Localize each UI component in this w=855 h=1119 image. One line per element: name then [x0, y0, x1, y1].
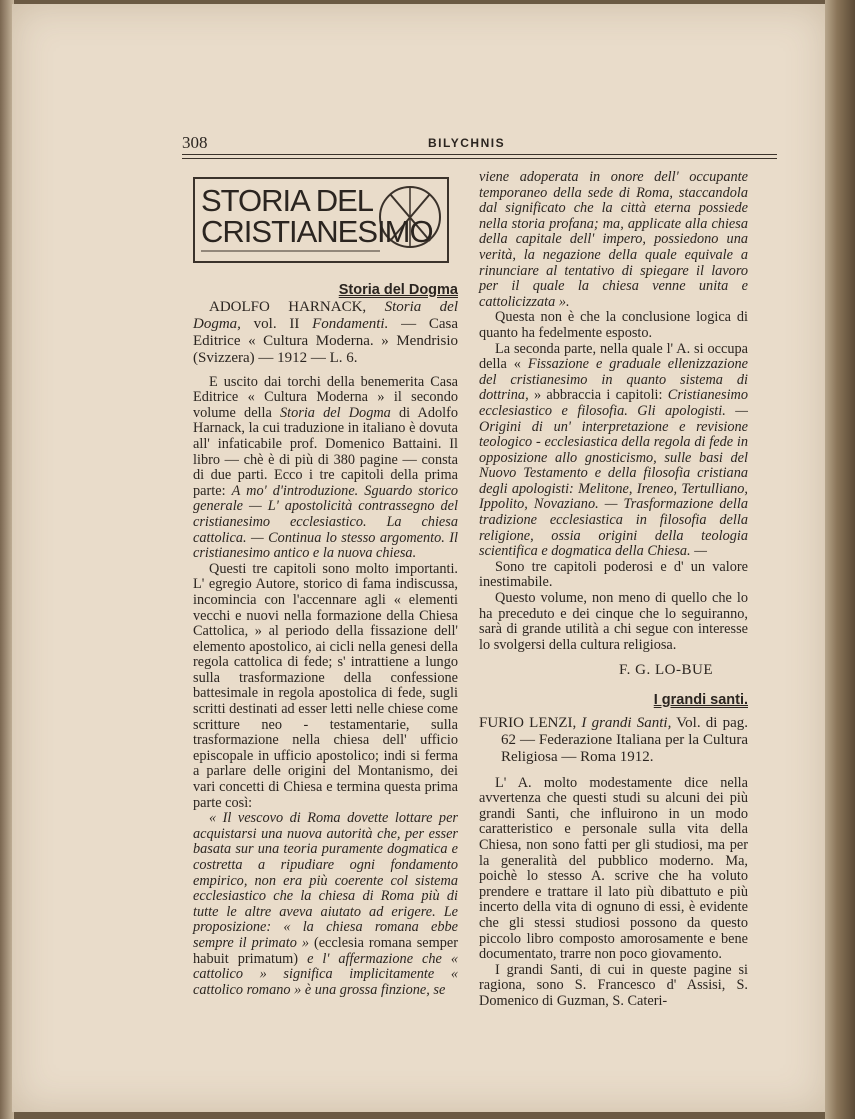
text-run: di Adolfo Harnack, la cui traduzione in italiano è dovuta all' infaticabile prof. Domenico Battaini. Il libro — chè è di più di 380 pagine — consta di due parti. Ecco i tre capitoli della prima parte:: [193, 404, 459, 499]
bib-publisher: Vol. di pag. 62 — Federazione Italiana per la Cultura Religiosa — Roma 1912.: [501, 714, 748, 765]
text-run: E uscito dai torchi della benemerita Casa Editrice « Cultura Moderna » il secondo volume della: [193, 373, 458, 421]
bib-volume-title: Fondamenti.: [312, 315, 389, 332]
bib-title: I grandi Santi,: [581, 714, 672, 731]
header-rule-thin: [182, 158, 777, 159]
bib-volume: vol. II: [253, 315, 300, 332]
section-title: Storia del Dogma: [338, 282, 458, 298]
text-run: A mo' d'introduzione. Sguardo storico generale — L' apostolicità contrassegno del cristianesimo ecclesiastico. La chiesa cattolica. — Continua lo stesso argomento. Il cristianesimo antico e la nuova chiesa.: [193, 482, 458, 562]
paragraph: Questa non è che la conclusione logica di quanto ha fedelmente esposto.: [479, 309, 748, 341]
paragraph: L' A. molto modestamente dice nella avvertenza che questi studi su alcuni dei più grandi Santi, che influirono in un modo caratteristico e personale sulla vita della Chiesa, non sono fatti per gli studiosi, ma per la generalità del pubblico moderno. Ma, poichè lo stesso A. scrive che ha voluto prendere e trattare il lato più dibattuto e più incerto della vita di ognuno di essi, è evidente che gli stessi studiosi possono da questo piccolo libro composto amorosamente e bene documentato, trarre non poco giovamento.: [479, 774, 748, 963]
text-run: e l' affermazione che « cattolico » significa implicitamente « cattolico romano » è una grossa finzione, se: [193, 950, 458, 998]
quotation-continued: viene adoperata in onore dell' occupante temporaneo della sede di Roma, staccandola dal significato che la città eterna possiede nella storia profana; ma, applicate alla chiesa della capitale dell' impero, possiedono una verità, la negazione della quale equivale a rinunciare al tentativo di spiegare il lavoro per il quale la chiesa venne unita e cattolicizzata ».: [479, 169, 748, 310]
paragraph: [479, 342, 748, 560]
paragraph: I grandi Santi, di cui in queste pagine si ragiona, sono S. Francesco d' Assisi, S. Domenico di Guzman, S. Cateri-: [479, 961, 748, 1009]
right-column: [479, 170, 748, 1010]
bibliography-entry: [479, 715, 748, 766]
text-run: La seconda parte, nella quale l' A. si occupa della «: [479, 340, 748, 373]
text-run: Fissazione e graduale ellenizzazione del cristianesimo in quanto sistema di dottrina,: [479, 356, 749, 404]
logo-line-1: STORIA DEL: [201, 183, 374, 218]
text-run: Storia del Dogma: [280, 404, 391, 421]
logo-line-2: CRISTIANESIMO: [201, 214, 433, 249]
paragraph: [193, 375, 458, 562]
quotation: [193, 811, 458, 998]
bib-publisher: — Casa Editrice « Cultura Moderna. » Mendrisio (Svizzera) — 1912 — L. 6.: [193, 315, 458, 366]
header-rule: [182, 154, 777, 155]
paragraph: Questi tre capitoli sono molto importanti. L' egregio Autore, storico di fama indiscussa, incomincia con l'accennare agli « elementi vecchi e nuovi nella formazione della Chiesa Cattolica, » al periodo della fissazione dell' elemento apostolico, ai cicli nella genesi della regola cattolica di fede; s' intrattiene a lungo sulla trasformazione della confessione battesimale in regola apostolica di fede, sugli scritti destinati ad esser letti nelle chiese come scritture neo - testamentarie, sulla trasformazione nella chiesa dell' ufficio episcopale in ufficio apostolico; indi si ferma a parlare delle origini del Montanismo, dei vari concetti di Chiesa e termina questa prima parte così:: [193, 560, 458, 811]
author-signature: F. G. LO-BUE: [619, 662, 713, 679]
paragraph: Sono tre capitoli poderosi e d' un valore inestimabile.: [479, 558, 748, 591]
page-number: 308: [182, 133, 208, 152]
bib-title: Storia del Dogma,: [193, 298, 459, 332]
page-edge: [825, 0, 855, 1119]
text-run: Cristianesimo ecclesiastico e filosofia. Gli apologisti. — Origini di un' interpretazione e revisione teologico - ecclesiastica della regola di fede in opposizione allo gnosticismo, sulle basi del Nuovo Testamento e della filosofia cristiana degli apologisti: Melitone, Ireneo, Tertulliano, Ippolito, Novaziano. — Trasformazione della tradizione ecclesiastica in filosofia della religione, ossia origini della teologia scientifica e dogmatica della Chiesa. —: [479, 387, 749, 560]
paragraph: Questo volume, non meno di quello che lo ha preceduto e dei cinque che lo seguiranno, sarà di grande utilità a chi segue con interesse lo svolgersi della cultura religiosa.: [479, 590, 748, 653]
text-run: (ecclesia romana semper habuit primatum): [193, 934, 458, 967]
text-run: « Il vescovo di Roma dovette lottare per acquistarsi una nuova autorità che, per esser basata sur una teoria puramente dogmatica e costretta a ripudiare ogni fondamento empirico, non era più coerente col sistema ecclesiastico che la chiesa di Roma più di tutte le altre aveva aiutato ad erigere. Le proposizione: « la chiesa romana ebbe sempre il primato »: [193, 810, 458, 951]
text-run: » abbraccia i capitoli:: [533, 387, 663, 404]
bib-author: ADOLFO HARNACK,: [209, 298, 367, 315]
running-head: BILYCHNIS: [428, 136, 506, 150]
section-logo: [193, 177, 449, 263]
bib-author: FURIO LENZI,: [479, 714, 577, 731]
left-column: [193, 283, 458, 998]
section-title: I grandi santi.: [653, 692, 748, 708]
bibliography-entry: [193, 299, 458, 367]
